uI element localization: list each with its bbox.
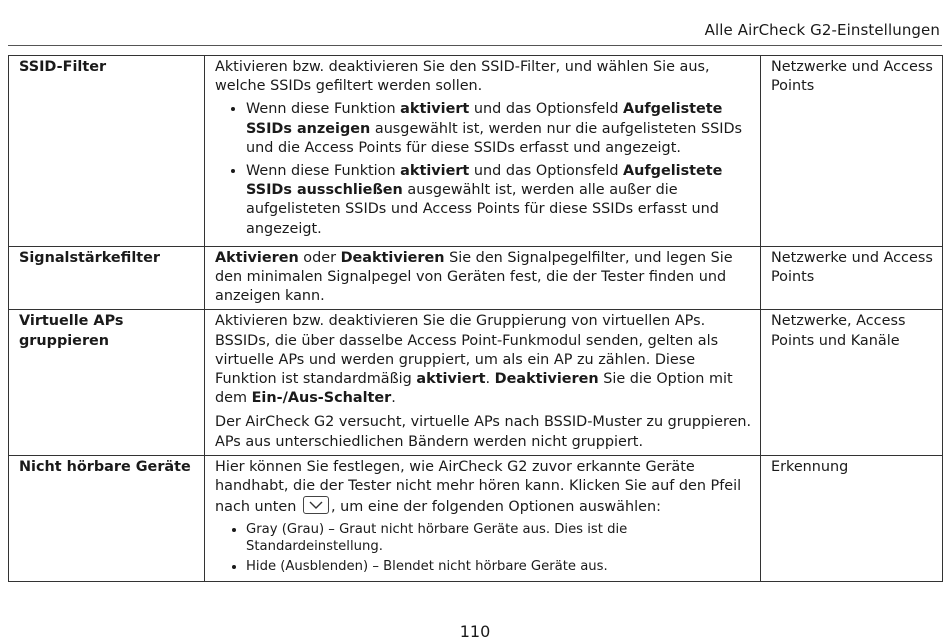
setting-description bbox=[205, 310, 761, 455]
setting-description bbox=[205, 246, 761, 310]
header-rule bbox=[8, 45, 942, 46]
setting-name: Nicht hörbare Geräte bbox=[9, 455, 205, 582]
setting-scope: Erkennung bbox=[761, 455, 943, 582]
bullet-list bbox=[215, 521, 752, 575]
setting-scope: Netzwerke und Access Points bbox=[761, 56, 943, 247]
page-number: 110 bbox=[459, 622, 491, 641]
table-row bbox=[9, 455, 943, 582]
list-item: • Wenn diese Funktion aktiviert und das Optionsfeld Aufgelistete SSIDs ausschließen ausgewählt ist, werden alle außer die aufgelisteten SSIDs und Access Points für diese SSIDs erfasst und angezeigt. bbox=[246, 162, 752, 239]
description-text: Hier können Sie festlegen, wie AirCheck G2 zuvor erkannte Geräte handhabt, die der Tester nicht mehr hören kann. Klicken Sie auf den Pfeil nach unten , um eine der folgenden Optionen auswählen: bbox=[215, 458, 742, 516]
table-row bbox=[9, 56, 943, 247]
description-text: Aktivieren oder Deaktivieren Sie den Signalpegelfilter, und legen Sie den minimalen Signalpegel von Geräten fest, die der Tester finden und anzeigen kann. bbox=[215, 249, 733, 305]
chevron-down-icon bbox=[303, 496, 329, 514]
setting-scope: Netzwerke, Access Points und Kanäle bbox=[761, 310, 943, 455]
setting-scope: Netzwerke und Access Points bbox=[761, 246, 943, 310]
description-text: Der AirCheck G2 versucht, virtuelle APs nach BSSID-Muster zu gruppieren. APs aus unterschiedlichen Bändern werden nicht gruppiert. bbox=[215, 414, 752, 450]
list-item: • Gray (Grau) – Graut nicht hörbare Geräte aus. Dies ist die Standardeinstellung. bbox=[246, 521, 752, 555]
setting-description bbox=[205, 455, 761, 582]
description-text: Aktivieren bzw. deaktivieren Sie die Gruppierung von virtuellen APs. BSSIDs, die über dasselbe Access Point-Funkmodul senden, gelten als virtuelle APs und werden gruppiert, um als ein AP zu zählen. Diese Funktion ist standardmäßig aktiviert. Deaktivieren Sie die Option mit dem Ein-/Aus-Schalter. bbox=[215, 313, 733, 407]
list-item: • Hide (Ausblenden) – Blendet nicht hörbare Geräte aus. bbox=[246, 558, 752, 575]
setting-name: Signalstärkefilter bbox=[9, 246, 205, 310]
table-row bbox=[9, 246, 943, 310]
setting-name: SSID-Filter bbox=[9, 56, 205, 247]
list-item: • Wenn diese Funktion aktiviert und das Optionsfeld Aufgelistete SSIDs anzeigen ausgewählt ist, werden nur die aufgelisteten SSIDs und die Access Points für diese SSIDs erfasst und angezeigt. bbox=[246, 100, 752, 158]
settings-table bbox=[8, 55, 943, 582]
description-intro: Aktivieren bzw. deaktivieren Sie den SSID-Filter, und wählen Sie aus, welche SSIDs gefiltert werden sollen. bbox=[215, 59, 710, 95]
page-header-title: Alle AirCheck G2-Einstellungen bbox=[704, 21, 940, 39]
table-row bbox=[9, 310, 943, 455]
bullet-list bbox=[215, 100, 752, 238]
setting-description bbox=[205, 56, 761, 247]
setting-name: Virtuelle APs gruppieren bbox=[9, 310, 205, 455]
